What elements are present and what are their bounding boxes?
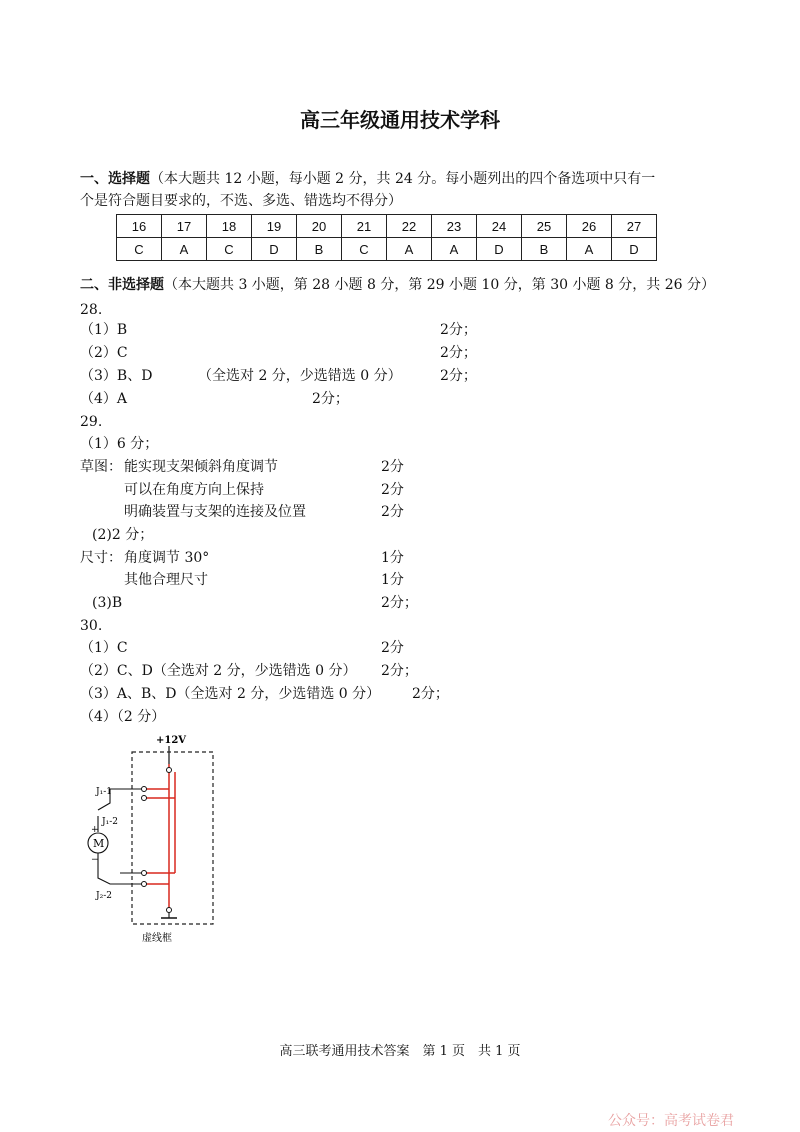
q29-part1: （1）6 分； [80, 436, 159, 452]
q29-sketch-1: 能实现支架倾斜角度调节 [124, 459, 278, 475]
question-number-cell: 25 [522, 215, 567, 238]
question-number-cell: 19 [252, 215, 297, 238]
question-number-cell: 23 [432, 215, 477, 238]
q30-item-1-score: 2分 [381, 640, 404, 656]
q30-item-2: （2）C、D（全选对 2 分，少选错选 0 分） [80, 663, 357, 679]
relay-circuit-diagram [80, 728, 230, 948]
q29-part3: (3)B [92, 595, 123, 611]
q28-label: 28. [80, 302, 103, 318]
q30-label: 30. [80, 618, 103, 634]
q30-item-2-score: 2分； [381, 663, 418, 679]
j1-terminal-b [142, 796, 147, 801]
j1-terminal-a [142, 787, 147, 792]
q28-item-3-score: 2分； [440, 368, 477, 384]
answer-table-number-row [117, 215, 657, 238]
question-number-cell: 21 [342, 215, 387, 238]
q29-size-label: 尺寸： [80, 550, 122, 566]
j1-2-label: J₁-2 [102, 817, 118, 827]
q29-sketch-2: 可以在角度方向上保持 [124, 482, 264, 498]
q30-item-1: （1）C [80, 640, 128, 656]
j2-terminal-a [142, 871, 147, 876]
ground-terminal [167, 908, 172, 913]
q29-sketch-label: 草图： [80, 459, 122, 475]
answer-table-answer-row [117, 238, 657, 261]
q28-item-4-score: 2分； [312, 391, 349, 407]
q29-size-1-score: 1分 [381, 550, 404, 566]
j2-2-label: J₂-2 [96, 891, 112, 901]
page-footer: 高三联考通用技术答案 第 1 页 共 1 页 [279, 1044, 521, 1059]
q30-item-3-score: 2分； [412, 686, 449, 702]
j1-1-label: J₁-1 [96, 787, 112, 797]
q29-part3-score: 2分； [381, 595, 418, 611]
q30-part4: （4）（2 分） [80, 709, 166, 725]
q28-item-1-score: 2分； [440, 322, 477, 338]
watermark: 公众号：高考试卷君 [608, 1113, 734, 1129]
q30-item-3: （3）A、B、D（全选对 2 分，少选错选 0 分） [80, 686, 381, 702]
q28-item-3: （3）B、D [80, 368, 153, 384]
q28-item-3-note: （全选对 2 分，少选错选 0 分） [198, 368, 402, 384]
q28-item-2-score: 2分； [440, 345, 477, 361]
question-number-cell: 16 [117, 215, 162, 238]
answer-cell: C [207, 238, 252, 261]
answer-cell: D [477, 238, 522, 261]
answer-cell: A [567, 238, 612, 261]
q29-size-2: 其他合理尺寸 [124, 572, 208, 588]
q29-sketch-2-score: 2分 [381, 482, 404, 498]
j2-terminal-b [142, 882, 147, 887]
question-number-cell: 22 [387, 215, 432, 238]
answer-cell: B [297, 238, 342, 261]
vcc-label: +12V [156, 735, 187, 746]
dashed-box [132, 752, 213, 924]
answer-cell: B [522, 238, 567, 261]
q29-label: 29. [80, 414, 103, 430]
q28-item-1: （1）B [80, 322, 128, 338]
question-number-cell: 17 [162, 215, 207, 238]
question-number-cell: 20 [297, 215, 342, 238]
answer-cell: C [117, 238, 162, 261]
question-number-cell: 18 [207, 215, 252, 238]
answer-table [116, 214, 657, 261]
motor-minus-label: − [91, 855, 99, 865]
answer-cell: A [432, 238, 477, 261]
vcc-terminal [167, 768, 172, 773]
q29-sketch-3: 明确装置与支架的连接及位置 [124, 504, 306, 520]
dashed-box-label: 虚线框 [142, 933, 172, 944]
page-title: 高三年级通用技术学科 [300, 108, 500, 132]
q29-sketch-3-score: 2分 [381, 504, 404, 520]
j2-switch [98, 853, 142, 884]
q28-item-4: （4）A [80, 391, 128, 407]
question-number-cell: 24 [477, 215, 522, 238]
section2-desc: （本大题共 3 小题，第 28 小题 8 分，第 29 小题 10 分，第 30 小题 8 分，共 26 分） [164, 277, 715, 293]
section1-desc-line2: 个是符合题目要求的，不选、多选、错选均不得分） [80, 193, 402, 209]
section2-heading: 二、非选择题 [80, 277, 164, 293]
q29-size-2-score: 1分 [381, 572, 404, 588]
answer-cell: D [252, 238, 297, 261]
answer-cell: A [387, 238, 432, 261]
q29-sketch-1-score: 2分 [381, 459, 404, 475]
question-number-cell: 27 [612, 215, 657, 238]
answer-cell: A [162, 238, 207, 261]
section1-desc-line1: （本大题共 12 小题，每小题 2 分，共 24 分。每小题列出的四个备选项中只有一 [150, 171, 656, 187]
motor-label: M [93, 837, 105, 850]
q29-part2: (2)2 分； [92, 527, 154, 543]
answer-cell: D [612, 238, 657, 261]
section1-heading: 一、选择题 [80, 171, 150, 187]
q28-item-2: （2）C [80, 345, 128, 361]
section2-line [80, 272, 715, 298]
motor-plus-label: + [91, 825, 99, 835]
answer-cell: C [342, 238, 387, 261]
q29-size-1: 角度调节 30° [124, 550, 210, 566]
question-number-cell: 26 [567, 215, 612, 238]
